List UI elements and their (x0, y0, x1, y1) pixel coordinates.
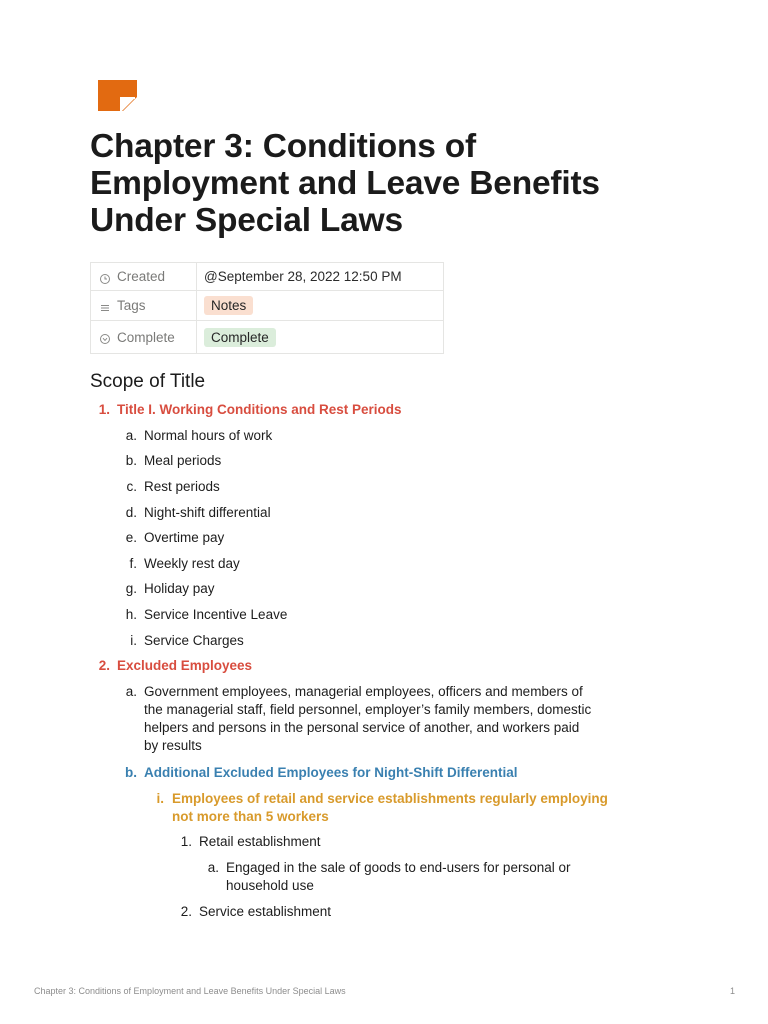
list-marker: a. (207, 860, 219, 875)
list-marker: a. (125, 428, 137, 443)
list-item-text: Additional Excluded Employees for Night-Shift Differential (144, 765, 518, 780)
properties-table (90, 262, 444, 354)
list-item-text: Weekly rest day (144, 556, 240, 571)
list-item-text: by results (144, 738, 202, 753)
status-complete[interactable]: Complete (204, 328, 276, 347)
list-item-text: Service Incentive Leave (144, 607, 288, 622)
complete-label: Complete (117, 329, 175, 345)
property-row-complete (91, 321, 444, 354)
list-marker: g. (125, 581, 137, 596)
list-item-text: Normal hours of work (144, 428, 273, 443)
list-item-text: Retail establishment (199, 834, 321, 849)
created-label: Created (117, 269, 166, 284)
list-item-text: Rest periods (144, 479, 220, 494)
property-row-created (91, 263, 444, 291)
title-line: Under Special Laws (90, 202, 403, 239)
list-marker: f. (129, 556, 137, 571)
list-icon (99, 302, 111, 314)
list-marker: 2. (180, 904, 192, 919)
list-item-text: Overtime pay (144, 530, 225, 545)
list-item-text: Night-shift differential (144, 505, 271, 520)
list-marker: d. (125, 505, 137, 520)
created-value: @September 28, 2022 12:50 PM (197, 263, 444, 291)
select-circle-icon (99, 333, 111, 345)
list-marker: i. (156, 791, 164, 806)
list-marker: e. (125, 530, 137, 545)
page-title (90, 128, 710, 239)
list-marker: b. (125, 765, 137, 780)
list-item-text: Meal periods (144, 453, 222, 468)
tag-notes[interactable]: Notes (204, 296, 253, 315)
list-marker: i. (130, 633, 137, 648)
list-item-text: Government employees, managerial employees, officers and members of (144, 684, 583, 699)
list-marker: a. (125, 684, 137, 699)
list-item-text: household use (226, 878, 314, 893)
list-item-text: Service Charges (144, 633, 244, 648)
title-line: Chapter 3: Conditions of (90, 128, 477, 165)
tags-label: Tags (117, 298, 146, 313)
list-item-text: Service establishment (199, 904, 332, 919)
list-marker: h. (125, 607, 137, 622)
property-row-tags (91, 291, 444, 321)
list-marker: c. (126, 479, 137, 494)
list-item-text: Engaged in the sale of goods to end-users for personal or (226, 860, 571, 875)
list-item-text: helpers and persons in the personal service of another, and workers paid (144, 720, 580, 735)
list-item-text: Holiday pay (144, 581, 215, 596)
page-number: 1 (730, 986, 736, 996)
section-heading: Scope of Title (90, 371, 206, 392)
list-marker: 1. (180, 834, 192, 849)
list-item-text: not more than 5 workers (172, 809, 329, 824)
list-marker: 1. (98, 402, 110, 417)
list-item-text: Excluded Employees (117, 658, 253, 673)
list-marker: b. (125, 453, 137, 468)
page-footer: Chapter 3: Conditions of Employment and Leave Benefits Under Special Laws (34, 986, 346, 996)
list-marker: 2. (98, 658, 110, 673)
list-item-text: Employees of retail and service establishments regularly employing (172, 791, 608, 806)
title-line: Employment and Leave Benefits (90, 165, 600, 202)
clock-icon (99, 273, 111, 285)
list-item-text: Title I. Working Conditions and Rest Periods (117, 402, 402, 417)
list-item-text: the managerial staff, field personnel, employer’s family members, domestic (144, 702, 592, 717)
page-icon (98, 80, 137, 111)
